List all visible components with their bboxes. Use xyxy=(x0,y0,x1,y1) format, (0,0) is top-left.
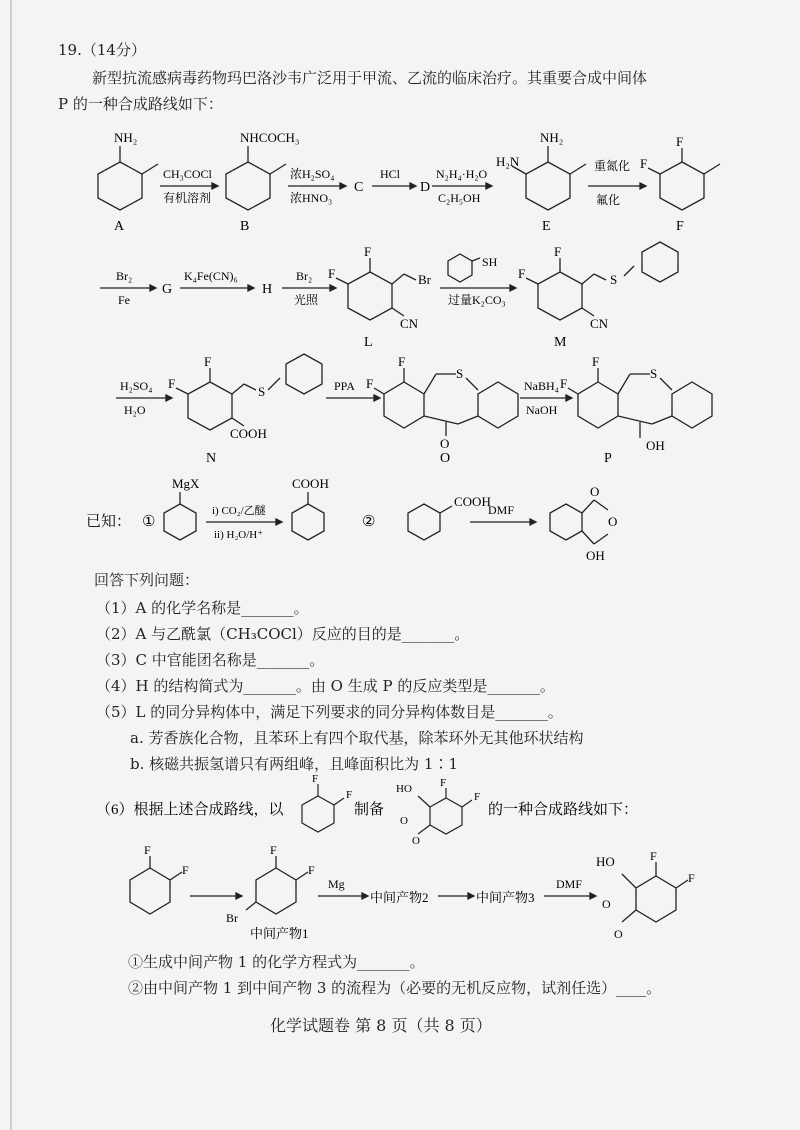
o-o: O xyxy=(440,436,450,451)
reagent-1-bottom: 有机溶剂 xyxy=(163,191,212,205)
r6-int1-label: 中间产物1 xyxy=(250,926,309,941)
question-1: （1）A 的化学名称是_______。 xyxy=(96,599,309,617)
reagent-1-top: CH₃COCl xyxy=(163,167,212,181)
reagent-2-top: 浓H₂SO₄ xyxy=(290,167,335,181)
o-f2: F xyxy=(366,376,374,391)
label-b: B xyxy=(240,219,250,234)
r6-mg: Mg xyxy=(328,877,345,891)
label-a: A xyxy=(114,219,125,234)
m-s: S xyxy=(610,272,618,287)
q6-target-f1: F xyxy=(440,777,447,789)
l-cn: CN xyxy=(400,316,419,331)
known2-o-ketone: O xyxy=(590,484,600,499)
r6-int1-br: Br xyxy=(226,911,238,925)
known-num-2: ② xyxy=(362,514,376,530)
questions-heading: 回答下列问题： xyxy=(94,571,200,589)
reagent-7-top: K₄Fe(CN)₆ xyxy=(184,269,238,283)
reagent-12-bottom: NaOH xyxy=(526,403,558,417)
question-5b: b. 核磁共振氢谱只有两组峰，且峰面积比为 1∶1 xyxy=(130,755,458,773)
reagent-2-bottom: 浓HNO₃ xyxy=(290,191,333,205)
reagent-12-top: NaBH₄ xyxy=(524,379,559,393)
label-g: G xyxy=(162,282,173,297)
intro-line-1: 新型抗流感病毒药物玛巴洛沙韦广泛用于甲流、乙流的临床治疗。其重要合成中间体 xyxy=(92,69,648,87)
q6-start-f2: F xyxy=(346,789,353,801)
known-label: 已知： xyxy=(86,514,132,530)
reagent-10-top: H₂SO₄ xyxy=(120,379,153,393)
m-f2: F xyxy=(518,266,526,281)
scheme-row-2 xyxy=(0,236,800,356)
q6-mid: 制备 xyxy=(354,802,385,818)
subquestion-1: ①生成中间产物 1 的化学方程式为_______。 xyxy=(128,953,425,971)
f-f2: F xyxy=(640,156,648,171)
label-c: C xyxy=(354,180,364,195)
l-f1: F xyxy=(364,244,372,259)
p-f1: F xyxy=(592,354,600,369)
q6-target-o-ring: O xyxy=(400,815,408,827)
e-nh2: NH₂ xyxy=(540,130,564,145)
q6-start-f1: F xyxy=(312,773,319,785)
m-cn: CN xyxy=(590,316,609,331)
reagent-8-bottom: 光照 xyxy=(294,293,319,307)
page-footer: 化学试题卷 第 8 页（共 8 页） xyxy=(270,1016,492,1035)
reagent-10-bottom: H₂O xyxy=(124,403,146,417)
known2-o-ring: O xyxy=(608,514,618,529)
known2-oh: OH xyxy=(586,548,605,563)
label-n: N xyxy=(206,451,217,466)
p-f2: F xyxy=(560,376,568,391)
scheme-row-1 xyxy=(0,118,800,238)
reagent-6-top: Br₂ xyxy=(116,269,133,283)
question-number: 19.（14分） xyxy=(58,41,146,59)
r6-int2: 中间产物2 xyxy=(370,890,429,905)
r6-dmf: DMF xyxy=(556,877,583,891)
known1-mgx: MgX xyxy=(172,476,200,491)
known1-bottom: ii) H₂O/H⁺ xyxy=(214,529,264,541)
label-p: P xyxy=(604,451,612,466)
a-nh2: NH₂ xyxy=(114,130,138,145)
q6-target-ho: HO xyxy=(396,783,412,795)
l-f2: F xyxy=(328,266,336,281)
scheme-row-3 xyxy=(0,346,800,476)
reagent-5-top: 重氮化 xyxy=(594,159,631,173)
r6-target-ho: HO xyxy=(596,854,615,869)
question-5a: a. 芳香族化合物，且苯环上有四个取代基，除苯环外无其他环状结构 xyxy=(130,729,584,747)
reagent-3-top: HCl xyxy=(380,167,401,181)
question-3: （3）C 中官能团名称是_______。 xyxy=(96,651,325,669)
q6-target-f2: F xyxy=(474,791,481,803)
o-f1: F xyxy=(398,354,406,369)
subquestion-2: ②由中间产物 1 到中间产物 3 的流程为（必要的无机反应物，试剂任选）____。 xyxy=(128,979,662,997)
thiophenol-sh: SH xyxy=(482,255,498,269)
q6-pre: （6）根据上述合成路线，以 xyxy=(96,802,284,818)
n-s: S xyxy=(258,384,266,399)
question-2: （2）A 与乙酰氯（CH₃COCl）反应的目的是_______。 xyxy=(96,625,470,643)
label-m: M xyxy=(554,335,567,350)
q6-target-o-ketone: O xyxy=(412,835,420,847)
n-cooh: COOH xyxy=(230,426,267,441)
question-5: （5）L 的同分异构体中，满足下列要求的同分异构体数目是_______。 xyxy=(96,703,563,721)
r6-start-f1: F xyxy=(144,843,151,857)
q6-post: 的一种合成路线如下： xyxy=(488,802,639,818)
r6-target-o-ring: O xyxy=(602,897,611,911)
r6-int1-f1: F xyxy=(270,843,277,857)
p-oh: OH xyxy=(646,438,665,453)
intro-line-2: P 的一种合成路线如下： xyxy=(58,95,223,113)
reagent-5-bottom: 氟化 xyxy=(596,193,621,207)
known1-cooh: COOH xyxy=(292,476,329,491)
known2-cooh: COOH xyxy=(454,494,491,509)
label-e: E xyxy=(542,219,551,234)
label-f: F xyxy=(676,219,684,234)
reagent-9-bottom: 过量K₂CO₃ xyxy=(448,293,506,307)
n-f2: F xyxy=(168,376,176,391)
f-f1: F xyxy=(676,134,684,149)
known1-top: i) CO₂/乙醚 xyxy=(212,505,266,517)
question-4: （4）H 的结构简式为_______。由 O 生成 P 的反应类型是_______。 xyxy=(96,677,555,695)
known-num-1: ① xyxy=(142,514,156,530)
label-l: L xyxy=(364,335,373,350)
n-f1: F xyxy=(204,354,212,369)
r6-target-f2: F xyxy=(688,871,695,885)
reagent-6-bottom: Fe xyxy=(118,293,130,307)
label-d: D xyxy=(420,180,431,195)
r6-int1-f2: F xyxy=(308,863,315,877)
l-br: Br xyxy=(418,272,431,287)
route-6-scheme xyxy=(0,840,800,950)
p-s: S xyxy=(650,366,658,381)
m-f1: F xyxy=(554,244,562,259)
reagent-11-top: PPA xyxy=(334,379,355,393)
known-reactions xyxy=(0,474,800,574)
e-h2n: H₂N xyxy=(496,154,520,169)
o-s: S xyxy=(456,366,464,381)
label-o: O xyxy=(440,451,451,466)
reagent-8-top: Br₂ xyxy=(296,269,313,283)
known2-top: DMF xyxy=(488,503,515,517)
reagent-4-top: N₂H₄·H₂O xyxy=(436,167,488,181)
r6-target-o-ketone: O xyxy=(614,927,623,941)
label-h: H xyxy=(262,282,273,297)
b-nhcoch3: NHCOCH₃ xyxy=(240,130,300,145)
r6-target-f1: F xyxy=(650,849,657,863)
r6-start-f2: F xyxy=(182,863,189,877)
reagent-4-bottom: C₂H₅OH xyxy=(438,191,481,205)
question-6-line xyxy=(0,768,800,848)
r6-int3: 中间产物3 xyxy=(476,890,535,905)
